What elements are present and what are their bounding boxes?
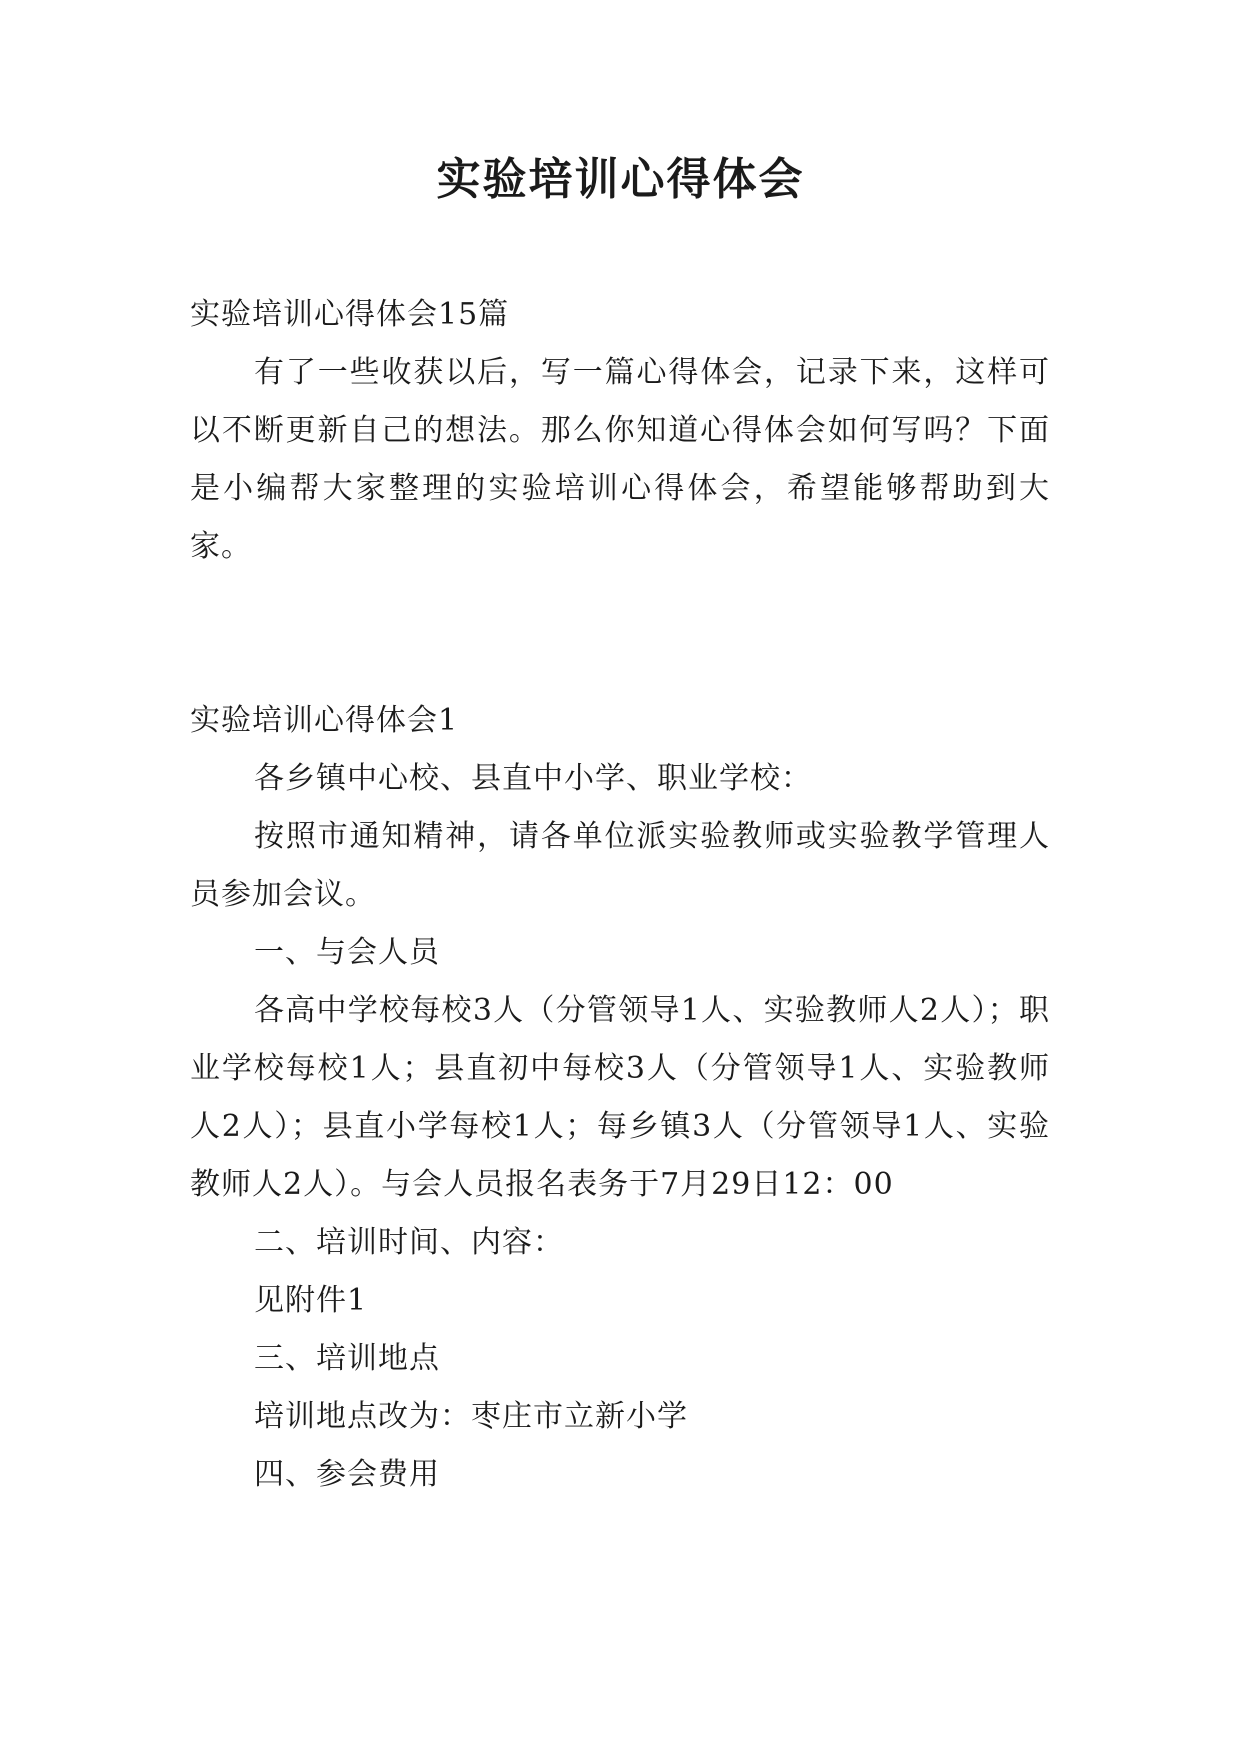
document-subtitle: 实验培训心得体会15篇 <box>190 297 510 332</box>
heading-attendees: 一、与会人员 <box>254 935 440 970</box>
intro-paragraph: 有了一些收获以后，写一篇心得体会，记录下来，这样可以不断更新自己的想法。那么你知道心得体会如何写吗？下面是小编帮大家整理的实验培训心得体会，希望能够帮助到大家。 <box>190 355 1050 564</box>
paragraph-attendees: 各高中学校每校3人（分管领导1人、实验教师人2人）；职业学校每校1人；县直初中每校3人（分管领导1人、实验教师人2人）；县直小学每校1人；每乡镇3人（分管领导1人、实验教师人2人）。与会人员报名表务于7月29日12：00 <box>190 993 1050 1202</box>
heading-location: 三、培训地点 <box>254 1341 440 1376</box>
paragraph-recipients: 各乡镇中心校、县直中小学、职业学校： <box>254 761 812 796</box>
paragraph-location: 培训地点改为：枣庄市立新小学 <box>254 1399 688 1434</box>
document-body <box>190 286 1050 1504</box>
section-heading: 实验培训心得体会1 <box>190 703 459 738</box>
heading-fees: 四、参会费用 <box>254 1457 440 1492</box>
section-spacer <box>190 576 1050 692</box>
heading-time-content: 二、培训时间、内容： <box>254 1225 564 1260</box>
paragraph-notice: 按照市通知精神，请各单位派实验教师或实验教学管理人员参加会议。 <box>190 819 1050 912</box>
document-title: 实验培训心得体会 <box>436 154 805 205</box>
paragraph-attachment: 见附件1 <box>254 1283 368 1318</box>
